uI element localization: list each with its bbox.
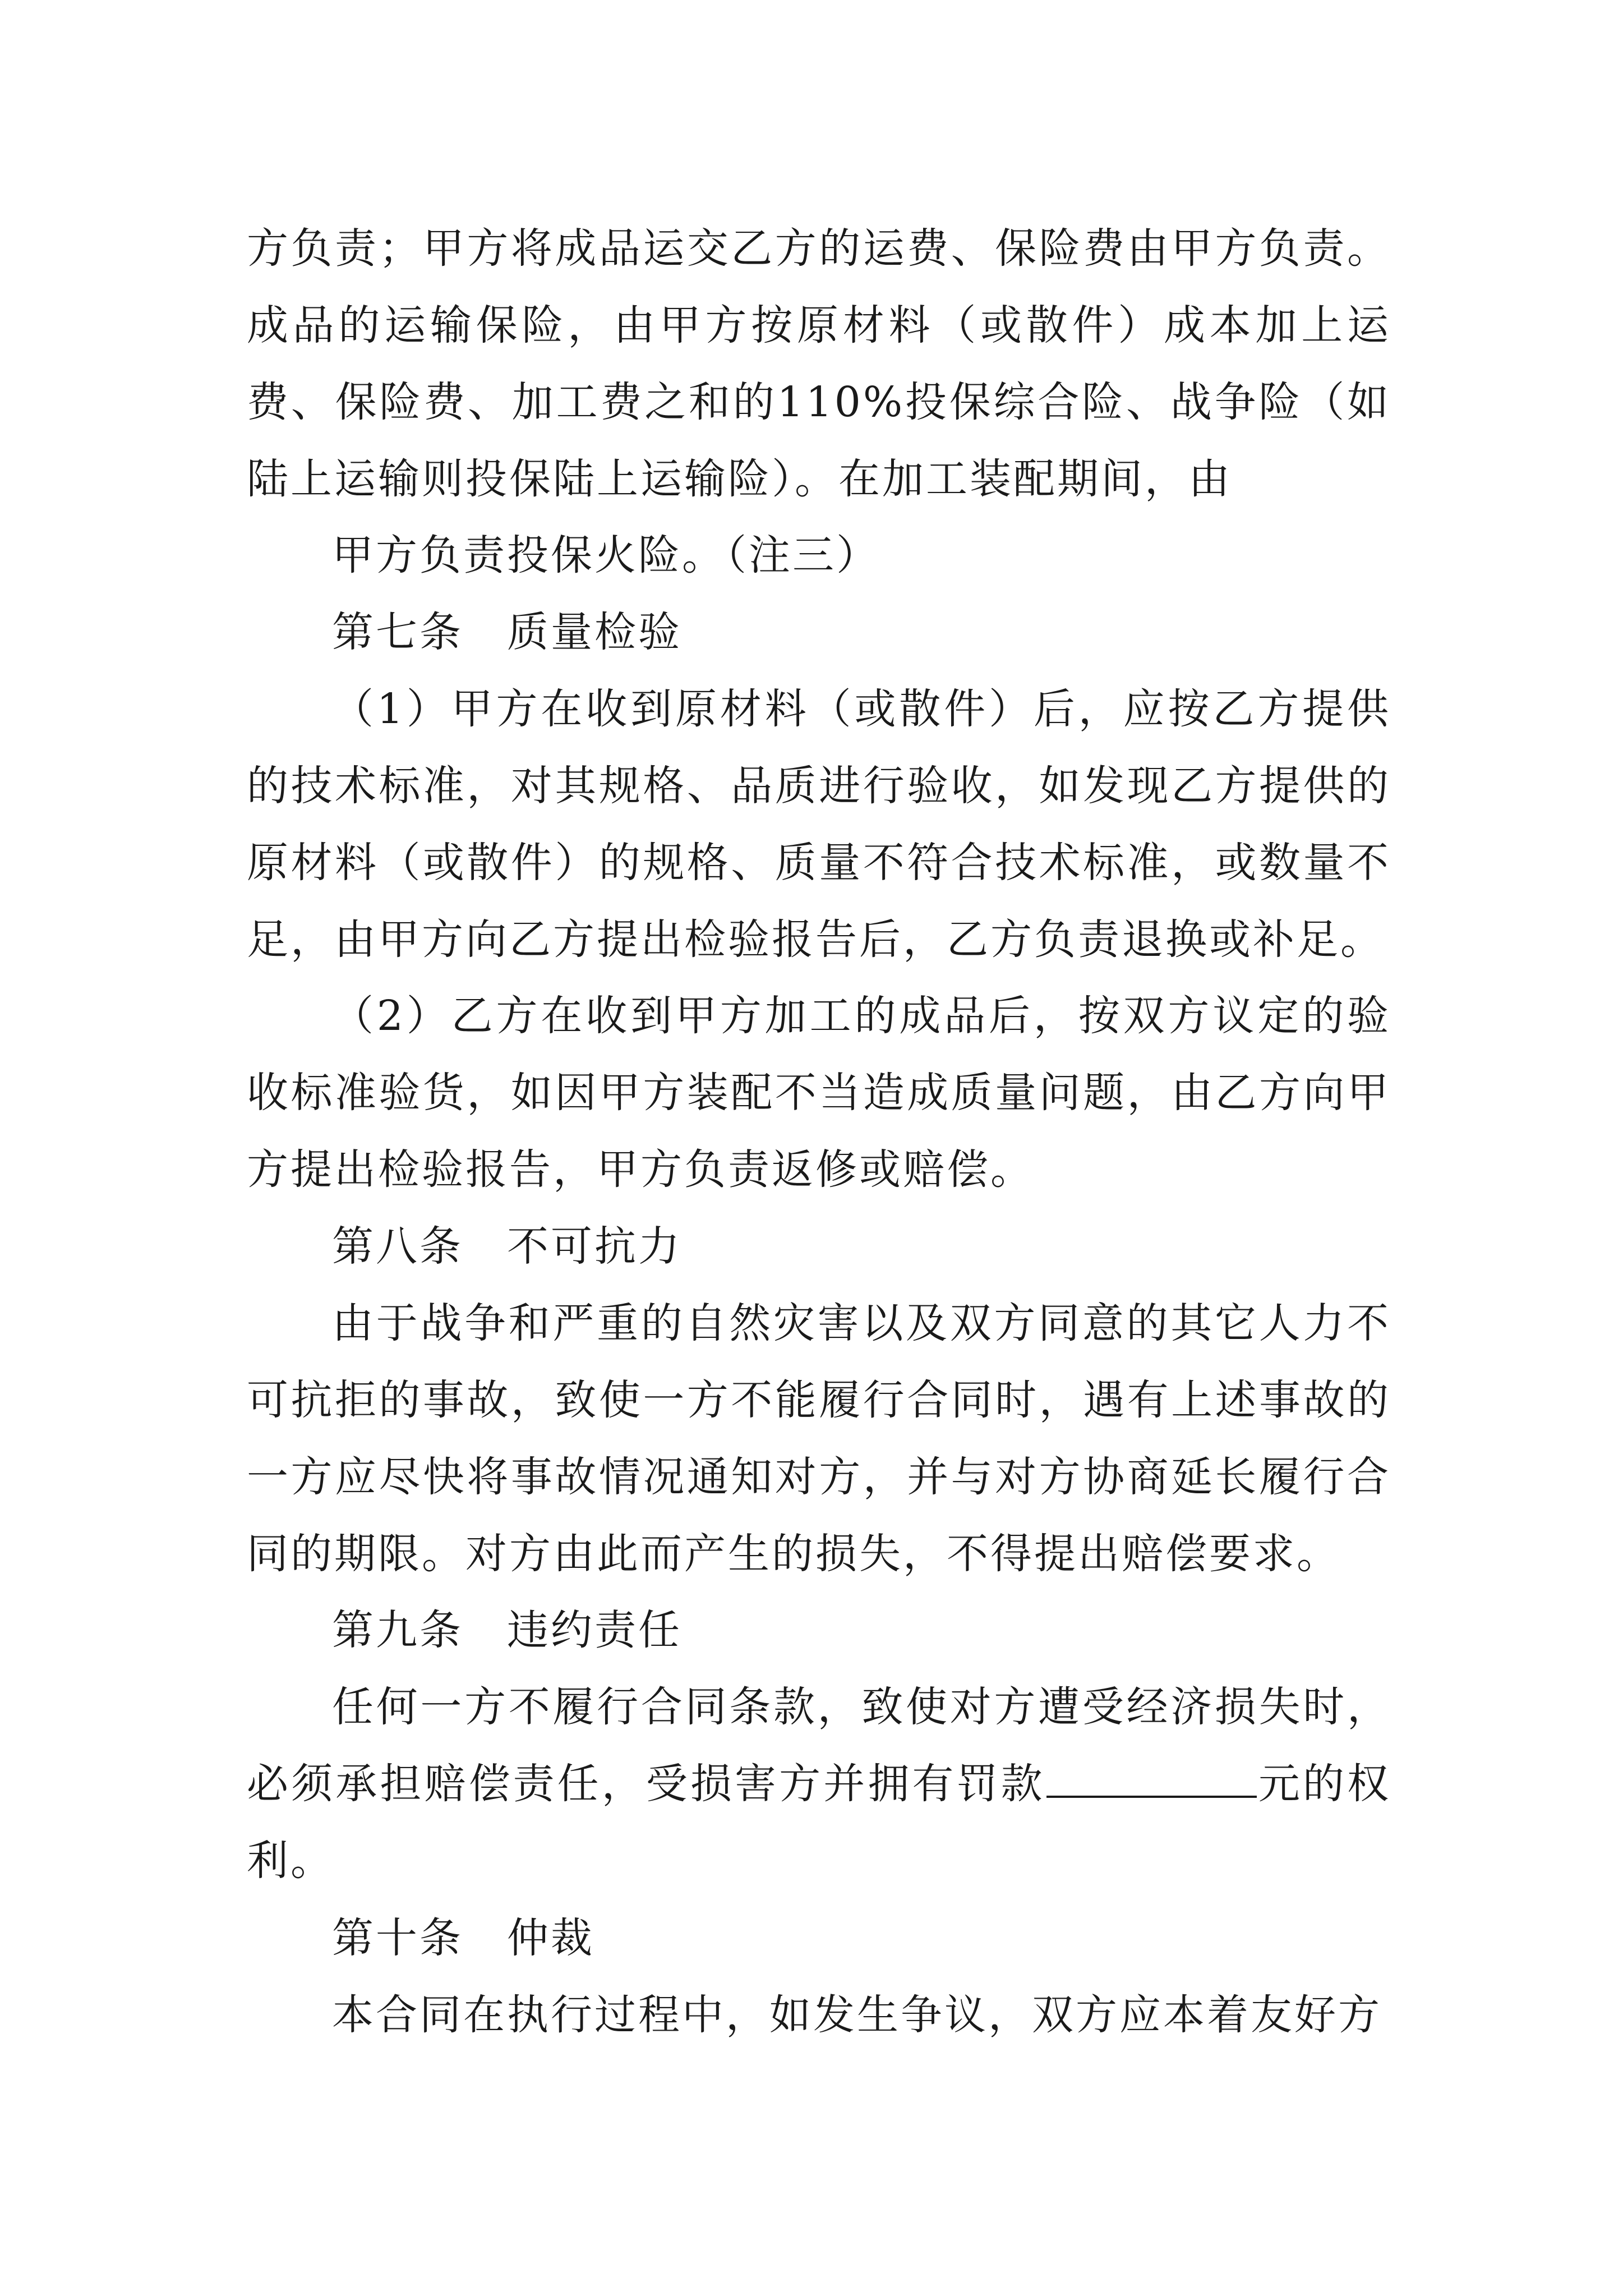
article-8-heading: 第八条 不可抗力 xyxy=(332,1222,682,1271)
article-8-body: 由于战争和严重的自然灾害以及双方同意的其它人力不可抗拒的事故，致使一方不能履行合同时，遇有上述事故的一方应尽快将事故情况通知对方，并与对方协商延长履行合同的期限。对方由此而产生的损失，不得提出赔偿要求。 xyxy=(247,1299,1391,1578)
article-7-clause-2: （2）乙方在收到甲方加工的成品后，按双方议定的验收标准验货，如因甲方装配不当造成质量问题，由乙方向甲方提出检验报告，甲方负责返修或赔偿。 xyxy=(247,992,1391,1194)
article-9-text-before: 任何一方不履行合同条款，致使对方遭受经济损失时，必须承担赔偿责任，受损害方并拥有罚款 xyxy=(247,1683,1391,1808)
paragraph-transport-insurance: 方负责；甲方将成品运交乙方的运费、保险费由甲方负责。成品的运输保险，由甲方按原材料（或散件）成本加上运费、保险费、加工费之和的110%投保综合险、战争险（如陆上运输则投保陆上运输险）。在加工装配期间，由 xyxy=(247,224,1391,503)
paragraph-fire-insurance: 甲方负责投保火险。（注三） xyxy=(332,531,880,579)
article-10-body: 本合同在执行过程中，如发生争议，双方应本着友好方 xyxy=(332,1991,1382,2039)
article-9-text-after: 元的权利。 xyxy=(247,1760,1391,1885)
article-7-clause-1: （1）甲方在收到原材料（或散件）后，应按乙方提供的技术标准，对其规格、品质进行验收，如发现乙方提供的原材料（或散件）的规格、质量不符合技术标准，或数量不足，由甲方向乙方提出检验报告后，乙方负责退换或补足。 xyxy=(247,685,1391,964)
article-9-body xyxy=(247,1669,1391,1899)
penalty-amount-blank xyxy=(1046,1762,1257,1798)
article-10-heading: 第十条 仲裁 xyxy=(332,1914,594,1962)
article-7-heading: 第七条 质量检验 xyxy=(332,608,682,656)
article-9-heading: 第九条 违约责任 xyxy=(332,1606,682,1654)
